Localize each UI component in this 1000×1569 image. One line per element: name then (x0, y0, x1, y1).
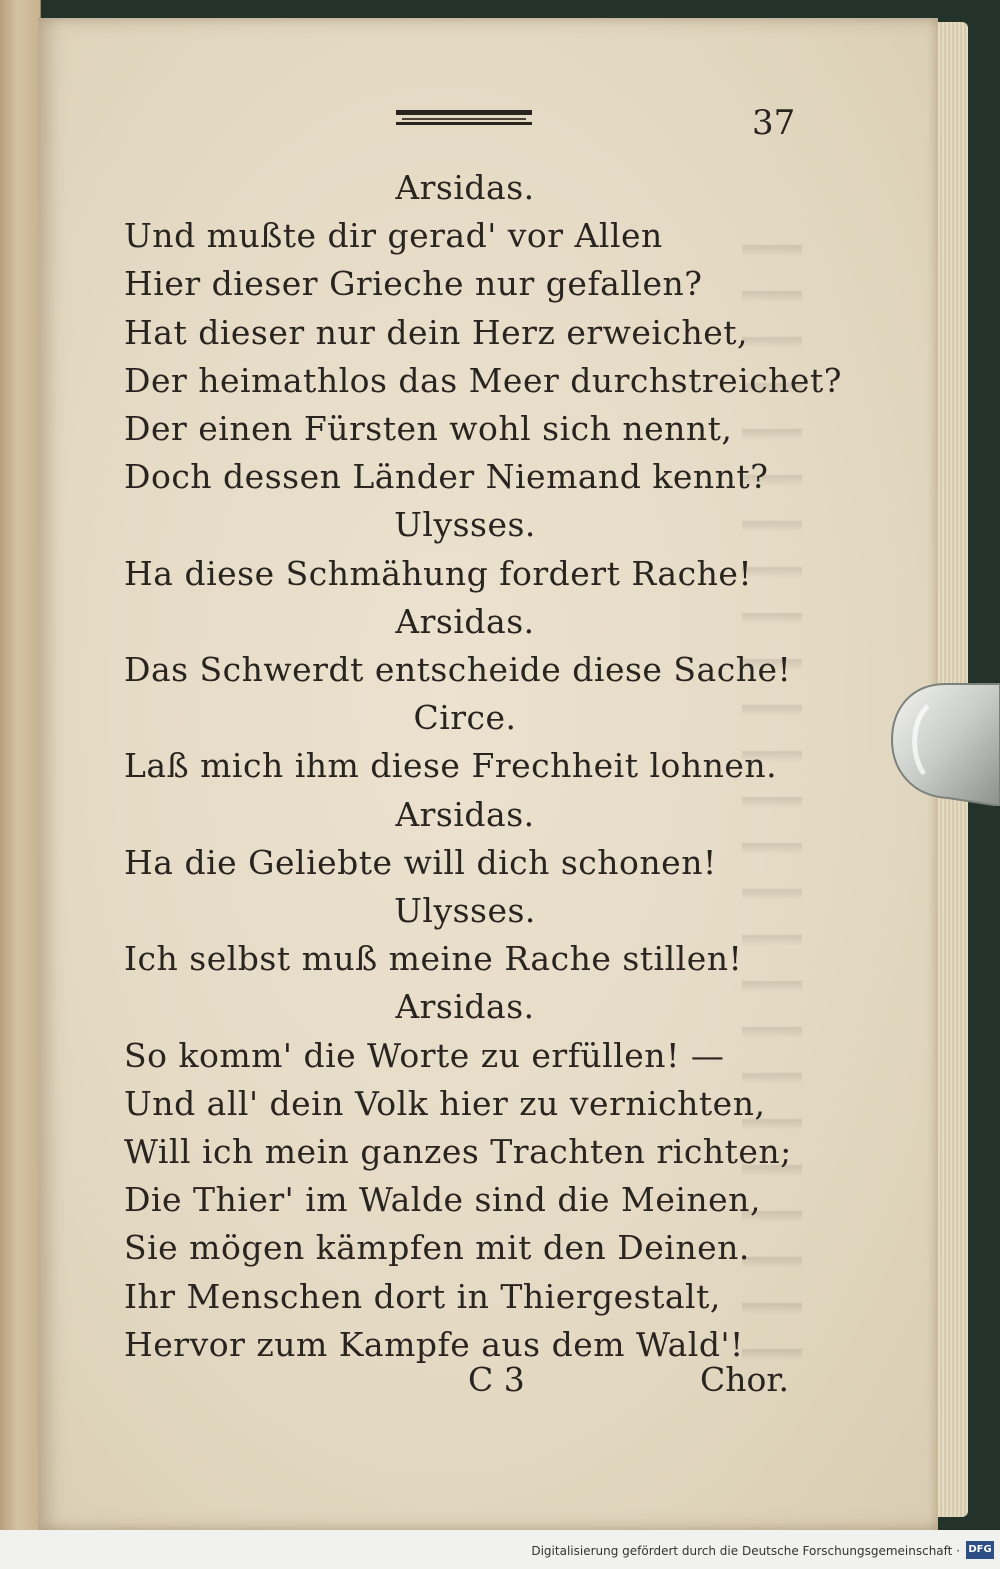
speaker-name: Circe. (413, 698, 517, 738)
catchword: Chor. (700, 1360, 790, 1399)
verse-line: Der heimathlos das Meer durchstreichet? (124, 360, 842, 400)
verse-line: Sie mögen kämpfen mit den Deinen. (124, 1228, 750, 1268)
verse-line: Will ich mein ganzes Trachten richten; (124, 1132, 792, 1171)
verse-line: Der einen Fürsten wohl sich nennt, (124, 409, 733, 448)
dfg-logo: DFG (966, 1541, 994, 1559)
verse-line: Die Thier' im Walde sind die Meinen, (124, 1180, 761, 1220)
verse-line: Doch dessen Länder Niemand kennt? (124, 457, 769, 497)
page-number: 37 (752, 103, 796, 143)
signature-mark: C 3 (468, 1360, 525, 1399)
verse-line: Ihr Menschen dort in Thiergestalt, (124, 1276, 721, 1316)
verse-line: Laß mich ihm diese Frechheit lohnen. (124, 746, 778, 786)
speaker-name: Arsidas. (395, 794, 535, 834)
verse-line: Ich selbst muß meine Rache stillen! (124, 939, 743, 979)
verse-line: Ha die Geliebte will dich schonen! (124, 842, 717, 882)
verse-line: Hat dieser nur dein Herz erweichet, (124, 312, 748, 352)
verse-line: Und all' dein Volk hier zu vernichten, (124, 1083, 766, 1123)
speaker-name: Arsidas. (395, 601, 535, 641)
verse-line: Hier dieser Grieche nur gefallen? (124, 264, 703, 304)
speaker-name: Ulysses. (394, 891, 536, 930)
verse-line: Das Schwerdt entscheide diese Sache! (124, 650, 792, 689)
book-cover-left (0, 0, 41, 1530)
verse-line: Hervor zum Kampfe aus dem Wald'! (124, 1324, 744, 1364)
speaker-name: Ulysses. (394, 505, 536, 545)
verse-line: So komm' die Worte zu erfüllen! — (124, 1035, 725, 1075)
verse-line: Ha diese Schmähung fordert Rache! (124, 553, 753, 593)
speaker-name: Arsidas. (395, 987, 535, 1027)
speaker-name: Arsidas. (395, 168, 535, 207)
header-ornament (396, 108, 532, 126)
footer-credit: Digitalisierung gefördert durch die Deutsche Forschungsgemeinschaft · (531, 1544, 960, 1558)
verse-line: Und mußte dir gerad' vor Allen (124, 216, 663, 256)
page-clip-icon (888, 676, 1000, 806)
